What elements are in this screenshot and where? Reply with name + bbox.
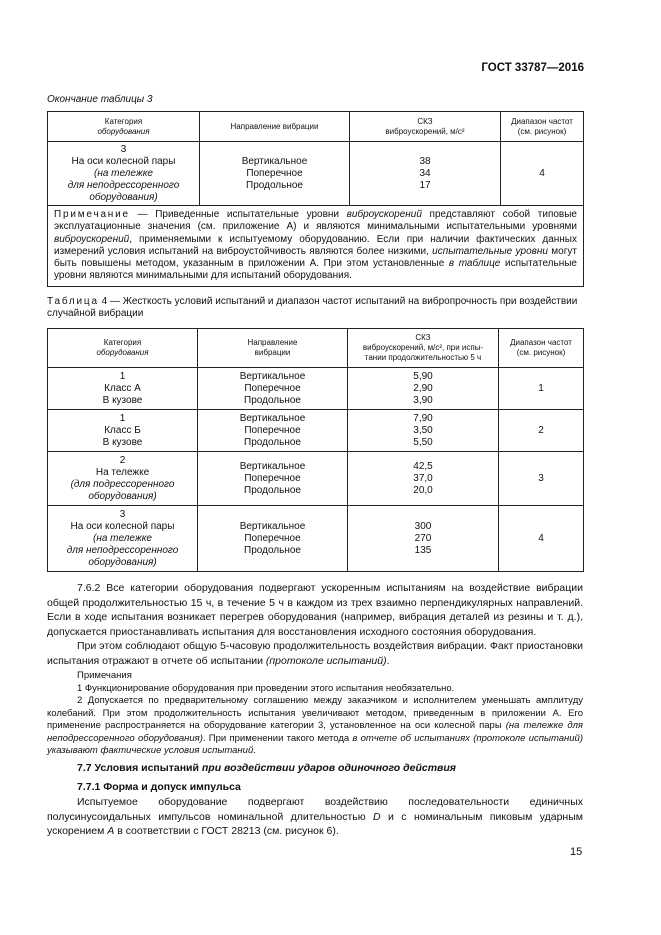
cell-text: Вертикальное [239,460,306,472]
table-row [48,142,584,206]
header-text: оборудования [96,348,149,357]
header-text: Диапазон частот [511,116,573,126]
paragraph [47,795,583,839]
table4-header-direction [198,329,348,368]
header-text: Диапазон частот [510,338,572,347]
table3-continuation [47,111,584,287]
table3-note-row [48,206,584,287]
note-text: — Приведенные испытательные уровни [129,209,347,220]
text: в отчете об испытаниях (протоколе испытаний) указывают фактические условия испытаний [47,732,583,756]
table4-header-row [48,329,584,368]
cell-text: 2 [119,454,126,466]
category-cell [48,410,198,452]
section-7-6-2 [47,581,583,668]
header-text: СКЗ [415,333,431,342]
table3-header-direction: Направление вибрации [200,112,350,142]
cell-text: В кузове [102,436,143,448]
cell-text: Вертикальное [239,412,306,424]
cell-text: 1 [119,412,126,424]
cell-text: Продольное [244,394,301,406]
header-text: (см. рисунок) [516,348,566,357]
range-cell: 1 [499,368,584,410]
cell-text: Продольное [246,179,303,191]
cell-text: Продольное [244,484,301,496]
cell-text: 5,50 [413,436,433,448]
note-item [47,695,583,758]
cell-text: для неподрессоренного [66,544,179,556]
cell-text: Поперечное [244,472,301,484]
table-row [48,368,584,410]
text: 2 Допускается по предварительному соглашению между заказчиком и исполнителем уменьшать амплитуду колебаний. При этом продолжительность испытания увеличивают методом, приведенным в приложении А. Его применение распространяется на оборудование категории 3, установленное на оси колесной пары [47,695,583,731]
value-cell [348,506,499,572]
cell-text: 20,0 [413,484,433,496]
cell-text: Продольное [244,436,301,448]
cell-text: 3,90 [413,394,433,406]
text: . [253,745,256,756]
category-cell [48,452,198,506]
cell-text: 37,0 [413,472,433,484]
cell-text: 3,50 [413,424,433,436]
note-text: испытательные уровни [432,245,548,257]
heading-7-7-1: 7.7.1 Форма и допуск импульса [77,781,241,793]
text: Испытуемое оборудование подвергают воздействию последовательности единичных полусинусоидальных импульсов номинальной длительностью [47,796,583,823]
page-number: 15 [570,846,583,858]
cell-text: 135 [414,544,432,556]
text: При этом соблюдают общую 5-часовую продолжительность воздействия вибрации. Факт приостановки испытания отражают в отчете об испытании [47,640,583,667]
note-text: виброускорений [346,209,422,220]
note-text: в таблице [448,258,501,270]
table-caption-text: 4 — Жесткость условий испытаний и диапазон частот испытаний на вибропрочность при воздействии случайной вибрации [47,296,578,319]
table3-continuation-caption: Окончание таблицы 3 [47,94,153,105]
note-text: представляют собой типовые эксплуатационные значения (см. приложение А) и являются минимальными испытательными уровнями [54,209,577,233]
value-cell [348,368,499,410]
cell-text: На тележке [95,466,150,478]
cell-text: На оси колесной пары [71,155,176,167]
header-text: Категория [104,116,143,126]
table-row [48,452,584,506]
direction-cell [198,410,348,452]
cell-text: Поперечное [244,424,301,436]
heading-7-7 [77,762,456,774]
cell-text: В кузове [102,394,143,406]
cell-text: Вертикальное [239,520,306,532]
table3-header-rms [350,112,501,142]
table3-header-range [501,112,584,142]
notes-block [47,670,583,758]
range-cell: 3 [499,452,584,506]
cell-text: Класс А [104,382,141,394]
range-cell: 4 [501,142,584,206]
category-cell [48,368,198,410]
cell-text: Вертикальное [241,155,308,167]
cell-text: (для подрессоренного [70,478,175,490]
cell-text: для неподрессоренного [67,179,180,191]
direction-cell [198,368,348,410]
note-text: , применяемыми к испытуемому оборудованию. Если при наличии фактических данных измерений условия испытаний на виброустойчивость являются более низкими, [54,233,577,257]
header-text: вибрации [254,348,291,357]
category-cell [48,142,200,206]
cell-text: Поперечное [244,532,301,544]
cell-text: Вертикальное [239,370,306,382]
section-7-7-1-text [47,795,583,839]
cell-text: Поперечное [246,167,303,179]
cell-text: 17 [419,179,431,191]
cell-text: 1 [119,370,126,382]
document-id: ГОСТ 33787—2016 [481,62,584,74]
cell-text: Продольное [244,544,301,556]
range-cell: 4 [499,506,584,572]
text: D [373,810,381,823]
cell-text: 3 [119,508,126,520]
direction-cell [200,142,350,206]
header-text: виброускорений, м/с² [385,126,465,136]
paragraph: 7.6.2 Все категории оборудования подвергают ускоренным испытаниям на воздействие вибрации общей продолжительностью 15 ч, в течение 5 ч в каждом из трех взаимно перпендикулярных направлений. Если в ходе испытания возникает перегрев оборудования (например, вибрация деталей из резины и т. д.), допускается приостанавливать испытания для восстановления исходного состояния оборудования. [47,582,583,638]
cell-text: (на тележке [94,167,153,179]
notes-title: Примечания [77,670,132,681]
header-text: тании продолжительностью 5 ч [364,353,482,362]
cell-text: 38 [419,155,431,167]
note-text: виброускорений [54,233,130,245]
cell-text: 5,90 [413,370,433,382]
text: . При применении такого метода [202,732,353,744]
header-text: оборудования [97,126,150,136]
table4-caption [47,296,587,320]
cell-text: оборудования) [88,490,157,502]
table3-header-category [48,112,200,142]
header-text: (см. рисунок) [517,126,567,136]
text: (протоколе испытаний) [265,654,387,667]
header-text: Категория [103,338,142,347]
header-text: Направление [247,338,298,347]
table3-note [48,206,584,287]
text: и с номинальным пиковым ударным ускорением [47,810,583,837]
category-cell [48,506,198,572]
cell-text: 7,90 [413,412,433,424]
header-text: СКЗ [417,116,433,126]
direction-cell [198,506,348,572]
cell-text: оборудования) [89,191,158,203]
value-cell [350,142,501,206]
cell-text: 3 [120,143,127,155]
table4-header-range [499,329,584,368]
text: 7.7 Условия испытаний [77,762,202,774]
note-text: могут быть повышены методом, указанным в приложении А. При этом установленные [54,245,577,270]
note-label: Примечание [54,209,130,220]
value-cell [348,452,499,506]
cell-text: Класс Б [104,424,141,436]
table-row [48,410,584,452]
note-text: испытательные уровни являются минимальными для испытаний оборудования. [54,258,577,282]
header-text: виброускорений, м/с², при испы- [362,343,484,352]
cell-text: 2,90 [413,382,433,394]
cell-text: 300 [414,520,432,532]
table3-header-row [48,112,584,142]
paragraph [47,639,583,668]
cell-text: На оси колесной пары [70,520,175,532]
range-cell: 2 [499,410,584,452]
text: . [386,654,390,667]
cell-text: 270 [414,532,432,544]
table4-header-rms [348,329,499,368]
text: в соответствии с ГОСТ 28213 (см. рисунок 6). [114,825,339,837]
cell-text: оборудования) [88,556,157,568]
cell-text: 34 [419,167,431,179]
value-cell [348,410,499,452]
cell-text: Поперечное [244,382,301,394]
cell-text: (на тележке [93,532,152,544]
table-label: Таблица [47,296,99,307]
table-row [48,506,584,572]
note-item: 1 Функционирование оборудования при проведении этого испытания необязательно. [77,682,455,694]
text: A [107,825,115,837]
direction-cell [198,452,348,506]
text: (на тележке для неподрессоренного оборудования) [47,720,583,744]
cell-text: 42,5 [413,460,433,472]
text: при воздействии ударов одиночного действия [201,762,456,774]
table4-header-category [48,329,198,368]
table4 [47,328,584,572]
